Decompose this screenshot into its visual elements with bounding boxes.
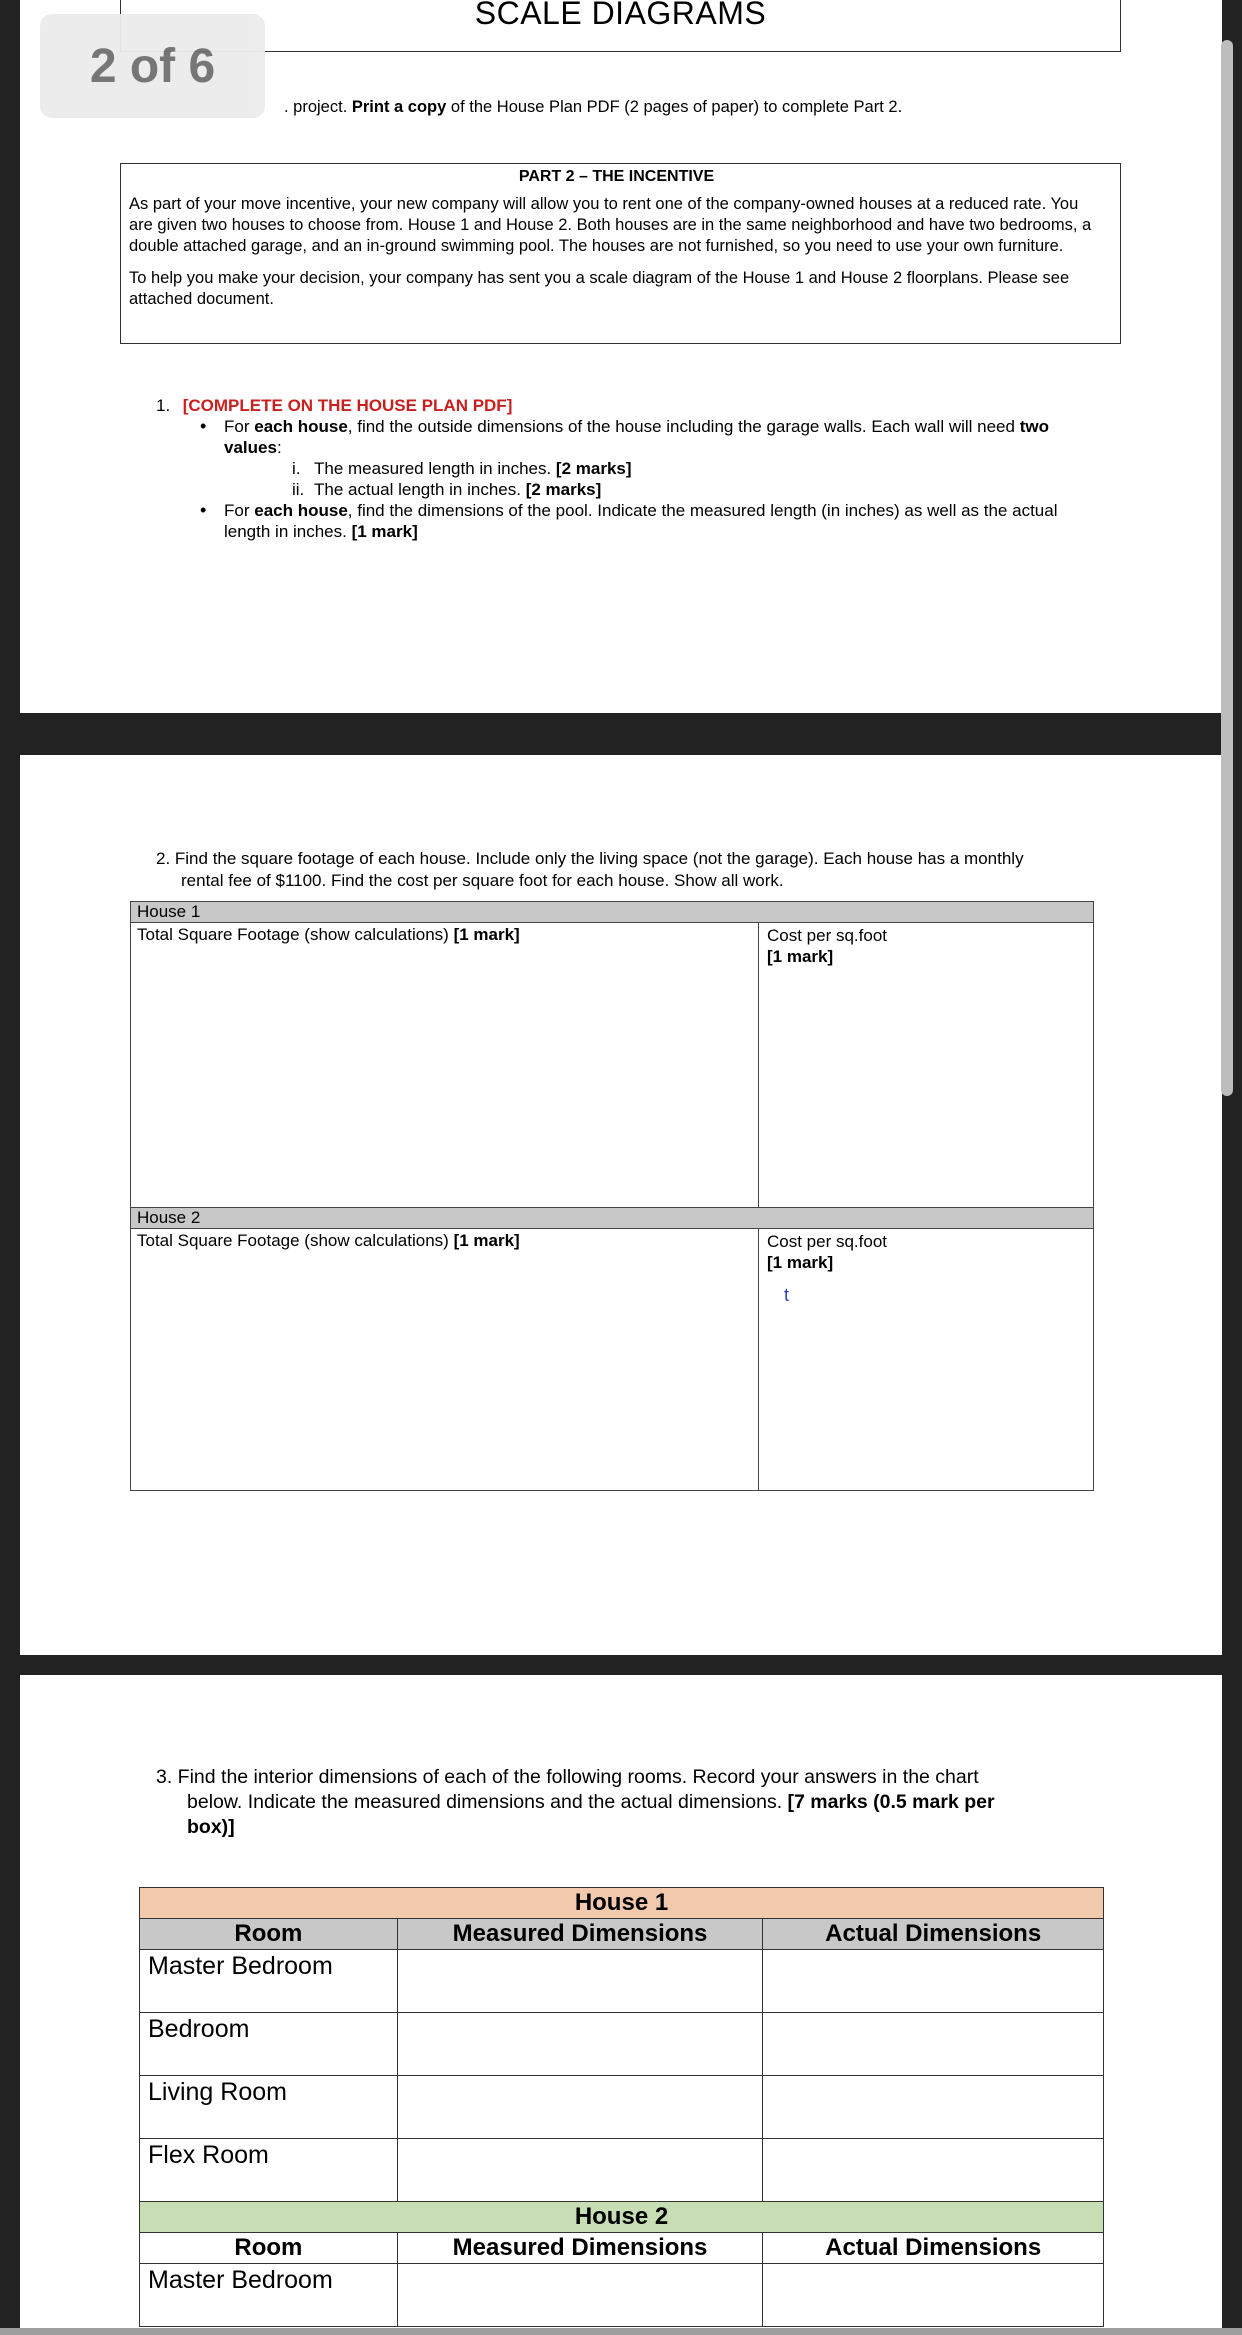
house-2-title-row (140, 2202, 1104, 2233)
question-3 (156, 1765, 1116, 1840)
question-1 (156, 395, 1106, 542)
house-2-header: House 2 (131, 1208, 1093, 1229)
column-header-row (140, 2233, 1104, 2264)
bottom-edge-bar (0, 2328, 1242, 2335)
room-dimensions-table (139, 1887, 1104, 2327)
document-title: SCALE DIAGRAMS (474, 0, 767, 31)
title-box (120, 0, 1121, 52)
question-1-bullet-1: • For each house, find the outside dimensions of the house including the garage walls. Each wall will need two values: (156, 416, 1106, 458)
vertical-scrollbar[interactable] (1221, 40, 1233, 1096)
pdf-page-2 (20, 755, 1222, 1655)
table-row (140, 2076, 1104, 2139)
measured-cell[interactable] (397, 2076, 763, 2139)
table-row (140, 2139, 1104, 2202)
table-row (140, 1950, 1104, 2013)
house-1-title: House 1 (140, 1888, 1104, 1919)
question-3-line-2: below. Indicate the measured dimensions and the actual dimensions. [7 marks (0.5 mark per (187, 1791, 995, 1813)
question-1-heading: 1. [COMPLETE ON THE HOUSE PLAN PDF] (156, 396, 513, 415)
question-3-line-1: 3. Find the interior dimensions of each of the following rooms. Record your answers in the chart (156, 1766, 979, 1788)
house-1-table (130, 901, 1094, 1208)
incentive-heading: PART 2 – THE INCENTIVE (518, 168, 715, 185)
room-name: Living Room (140, 2076, 398, 2139)
incentive-paragraph-2: To help you make your decision, your company has sent you a scale diagram of the House 1 and House 2 floorplans. Please see attached document. (129, 269, 1070, 308)
table-row (140, 2264, 1104, 2327)
question-2-line-1: 2. Find the square footage of each house. Include only the living space (not the garage). Each house has a monthly (156, 849, 1024, 868)
question-1-sub-ii: ii. The actual length in inches. [2 marks] (292, 480, 602, 499)
house-1-cost-cell[interactable]: Cost per sq.foot [1 mark] (767, 926, 888, 966)
page-counter: 2 of 6 (40, 14, 265, 118)
actual-cell[interactable] (763, 2139, 1104, 2202)
col-measured: Measured Dimensions (397, 1919, 763, 1950)
house-1-title-row (140, 1888, 1104, 1919)
actual-cell[interactable] (763, 2264, 1104, 2327)
house-2-table (130, 1207, 1094, 1491)
table-row (140, 2013, 1104, 2076)
col-actual: Actual Dimensions (763, 1919, 1104, 1950)
column-header-row (140, 1919, 1104, 1950)
col-room: Room (140, 2233, 398, 2264)
measured-cell[interactable] (397, 2139, 763, 2202)
question-2-line-2: rental fee of $1100. Find the cost per square foot for each house. Show all work. (181, 871, 784, 890)
actual-cell[interactable] (763, 2013, 1104, 2076)
house-1-square-footage-cell[interactable]: Total Square Footage (show calculations) [1 mark] (131, 923, 759, 1208)
incentive-box (120, 163, 1121, 344)
print-instruction: . project. Print a copy of the House Plan PDF (2 pages of paper) to complete Part 2. (284, 98, 903, 116)
question-1-sub-i: i. The measured length in inches. [2 marks] (292, 459, 632, 478)
measured-cell[interactable] (397, 1950, 763, 2013)
house-2-cost-cell[interactable]: Cost per sq.foot [1 mark] t (767, 1232, 888, 1305)
incentive-paragraph-1: As part of your move incentive, your new company will allow you to rent one of the company-owned houses at a reduced rate. You are given two houses to choose from. House 1 and House 2. Both houses are in the same neighborhood and have two bedrooms, a double attached garage, and an in-ground swimming pool. The houses are not furnished, so you need to use your own furniture. (129, 195, 1092, 255)
measured-cell[interactable] (397, 2013, 763, 2076)
actual-cell[interactable] (763, 2076, 1104, 2139)
question-1-bullet-2: • For each house, find the dimensions of the pool. Indicate the measured length (in inches) as well as the actual length in inches. [1 mark] (156, 500, 1106, 542)
pdf-page-3 (20, 1675, 1222, 2335)
col-room: Room (140, 1919, 398, 1950)
room-name: Master Bedroom (140, 2264, 398, 2327)
room-name: Flex Room (140, 2139, 398, 2202)
question-2 (156, 848, 1136, 892)
house-2-title: House 2 (140, 2202, 1104, 2233)
actual-cell[interactable] (763, 1950, 1104, 2013)
house-1-header: House 1 (131, 902, 1093, 923)
col-measured: Measured Dimensions (397, 2233, 763, 2264)
room-name: Bedroom (140, 2013, 398, 2076)
room-name: Master Bedroom (140, 1950, 398, 2013)
handwritten-mark: t (784, 1285, 790, 1305)
measured-cell[interactable] (397, 2264, 763, 2327)
house-2-square-footage-cell[interactable]: Total Square Footage (show calculations) [1 mark] (131, 1229, 759, 1491)
question-3-line-3: box)] (187, 1816, 235, 1838)
col-actual: Actual Dimensions (763, 2233, 1104, 2264)
